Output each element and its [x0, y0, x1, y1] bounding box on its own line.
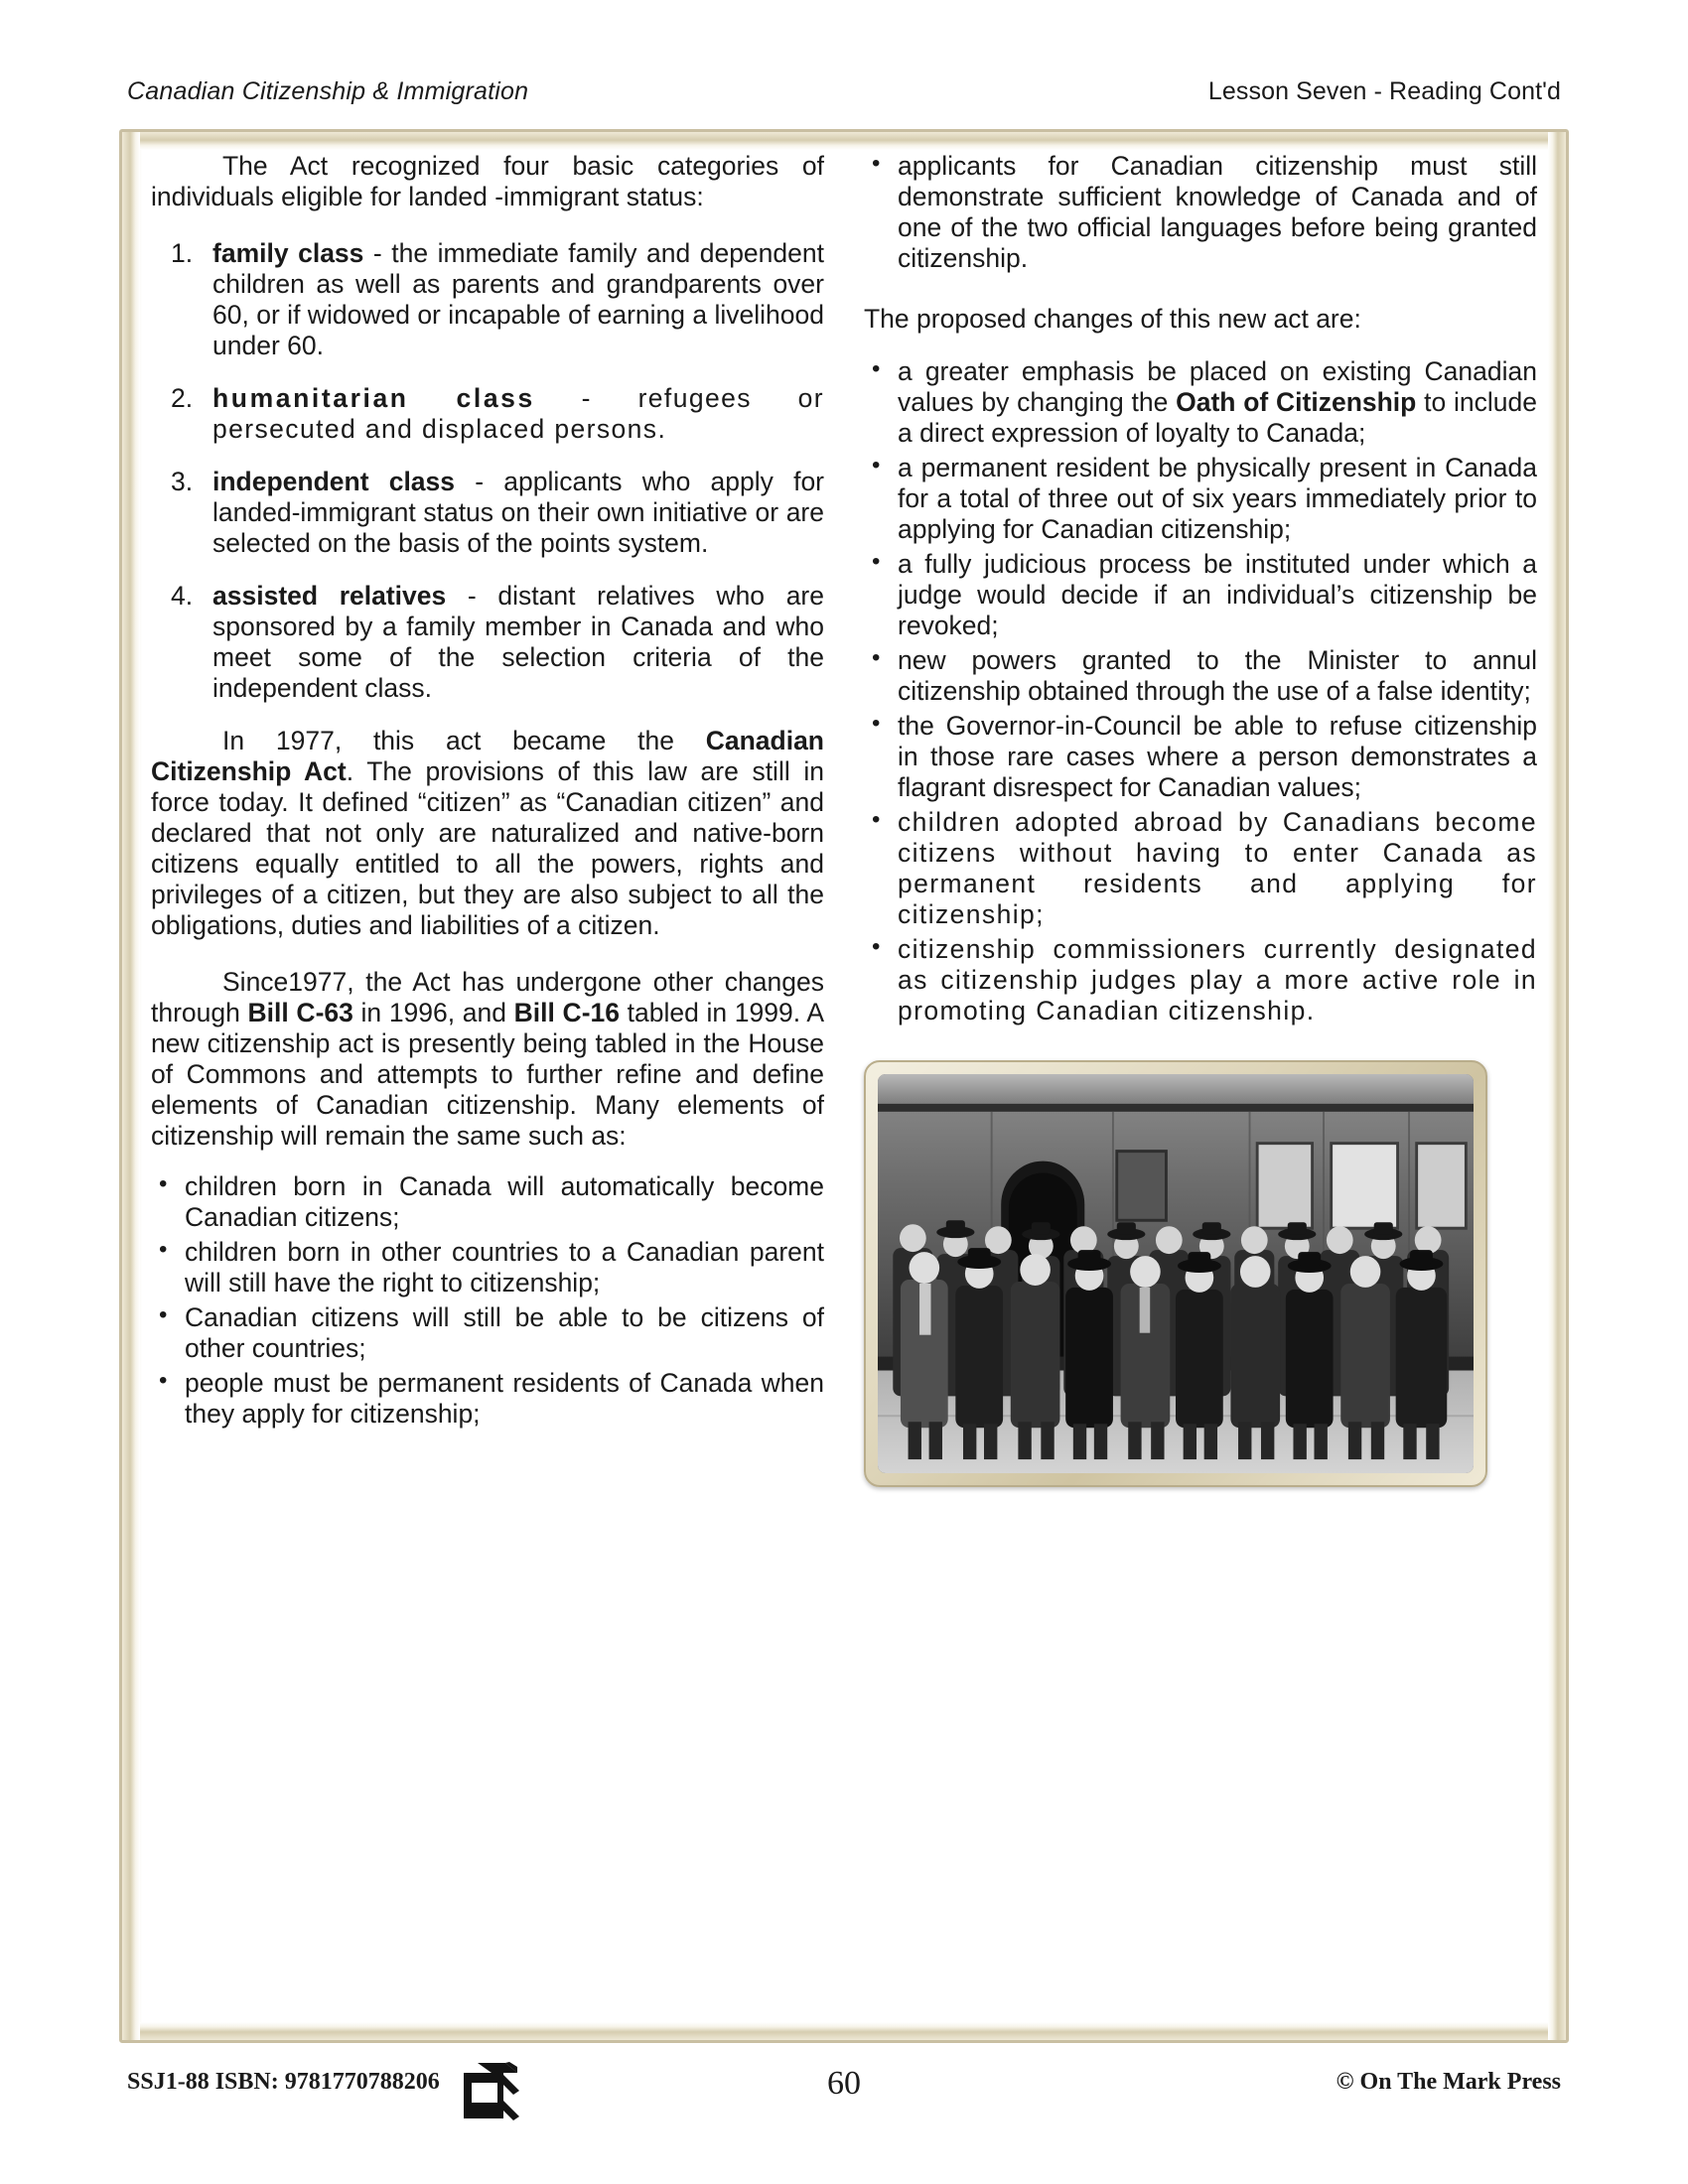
paragraph-1977 — [151, 726, 824, 941]
page-number: 60 — [827, 2065, 861, 2102]
list-item: • people must be permanent residents of Canada when they apply for citizenship; — [151, 1368, 824, 1430]
list-item: • a permanent resident be physically present in Canada for a total of three out of six years immediately prior to applying for Canadian citizenship; — [864, 453, 1537, 545]
category-term: independent class — [212, 467, 456, 496]
list-item: • Canadian citizens will still be able to be citizens of other countries; — [151, 1302, 824, 1364]
frame-band-bottom — [122, 2022, 1566, 2040]
bill-c63-term: Bill C-63 — [247, 998, 353, 1027]
category-term: assisted relatives — [212, 581, 447, 611]
paragraph-since-1977 — [151, 967, 824, 1152]
bill-c16-term: Bill C-16 — [513, 998, 620, 1027]
footer-identifier-group — [127, 2063, 521, 2122]
right-column — [864, 151, 1537, 2017]
page-content — [151, 151, 1537, 2017]
paragraph-since-part-c: tabled in 1999. A new citizenship act is presently being tabled in the House of Commons and attempts to further refine and define elements of Canadian citizenship. Many elements of citizenship will remain the same such as: — [151, 998, 824, 1151]
archival-photograph-frame — [864, 1060, 1487, 1487]
list-item: • the Governor-in-Council be able to refuse citizenship in those rare cases where a person demonstrates a flagrant disrespect for Canadian values; — [864, 711, 1537, 803]
proposed-changes-list — [864, 356, 1537, 1026]
bullet-part-b: to include a direct expression of loyalty to Canada; — [898, 387, 1537, 448]
paragraph-since-part-b: in 1996, and — [352, 998, 514, 1027]
list-item: • applicants for Canadian citizenship must still demonstrate sufficient knowledge of Canada and of one of the two official languages before being granted citizenship. — [864, 151, 1537, 274]
category-text: - the immediate family and dependent children as well as parents and grandparents over 60, or if widowed or incapable of earning a livelihood under 60. — [212, 238, 824, 360]
running-head-right-title: Lesson Seven - Reading Cont'd — [1207, 77, 1561, 105]
archival-photograph — [878, 1074, 1474, 1473]
paragraph-1977-part-b: . The provisions of this law are still in force today. It defined “citizen” as “Canadian citizen” and declared that not only are naturalized and native-born citizens equally entitled to all the powers, rights and privileges of a citizen, but they are also subject to all the obligations, duties and liabilities of a citizen. — [151, 756, 824, 940]
list-item: • children born in Canada will automatically become Canadian citizens; — [151, 1171, 824, 1233]
unchanged-elements-list — [151, 1171, 824, 1430]
list-item — [151, 383, 824, 445]
category-text: - applicants who apply for landed-immigrant status on their own initiative or are selected on the basis of the points system. — [212, 467, 825, 558]
list-item: • a fully judicious process be instituted under which a judge would decide if an individual’s citizenship be revoked; — [864, 549, 1537, 641]
footer-copyright: © On The Mark Press — [1336, 2069, 1561, 2095]
list-item — [864, 356, 1537, 449]
canadian-citizenship-act-term: Canadian Citizenship Act — [151, 726, 824, 786]
running-head — [127, 77, 1561, 111]
categories-list — [151, 238, 824, 704]
category-text: - refugees or persecuted and displaced persons. — [212, 383, 825, 444]
list-item — [151, 467, 824, 559]
list-item: • new powers granted to the Minister to annul citizenship obtained through the use of a false identity; — [864, 645, 1537, 707]
running-head-left-title: Canadian Citizenship & Immigration — [127, 77, 529, 105]
frame-band-top — [122, 132, 1566, 150]
oath-of-citizenship-term: Oath of Citizenship — [1176, 387, 1417, 417]
list-item: • children born in other countries to a Canadian parent will still have the right to citizenship; — [151, 1237, 824, 1298]
category-term: family class — [212, 238, 364, 268]
intro-paragraph: The Act recognized four basic categories of individuals eligible for landed -immigrant status: — [151, 151, 824, 211]
frame-band-left — [122, 132, 140, 2040]
footer-isbn-text: SSJ1-88 ISBN: 9781770788206 — [127, 2069, 440, 2095]
proposed-changes-lead: The proposed changes of this new act are: — [864, 304, 1361, 334]
photograph-graphic — [878, 1074, 1474, 1473]
left-column — [151, 151, 824, 2017]
category-term: humanitarian class — [212, 383, 535, 413]
list-item — [151, 581, 824, 704]
paragraph-1977-part-a: In 1977, this act became the — [222, 726, 706, 755]
on-the-mark-press-logo — [456, 2061, 521, 2122]
category-text: - distant relatives who are sponsored by a family member in Canada and who meet some of the selection criteria of the independent class. — [212, 581, 824, 703]
bullet-part-a: a greater emphasis be placed on existing Canadian values by changing the — [898, 356, 1537, 417]
list-item — [151, 238, 824, 361]
list-item: • children adopted abroad by Canadians become citizens without having to enter Canada as permanent residents and applying for citizenship; — [864, 807, 1537, 930]
frame-band-right — [1548, 132, 1566, 2040]
knowledge-requirement-list — [864, 151, 1537, 274]
list-item: • citizenship commissioners currently designated as citizenship judges play a more active role in promoting Canadian citizenship. — [864, 934, 1537, 1026]
paragraph-since-part-a: Since1977, the Act has undergone other changes through — [151, 967, 824, 1027]
page-footer — [127, 2063, 1561, 2132]
